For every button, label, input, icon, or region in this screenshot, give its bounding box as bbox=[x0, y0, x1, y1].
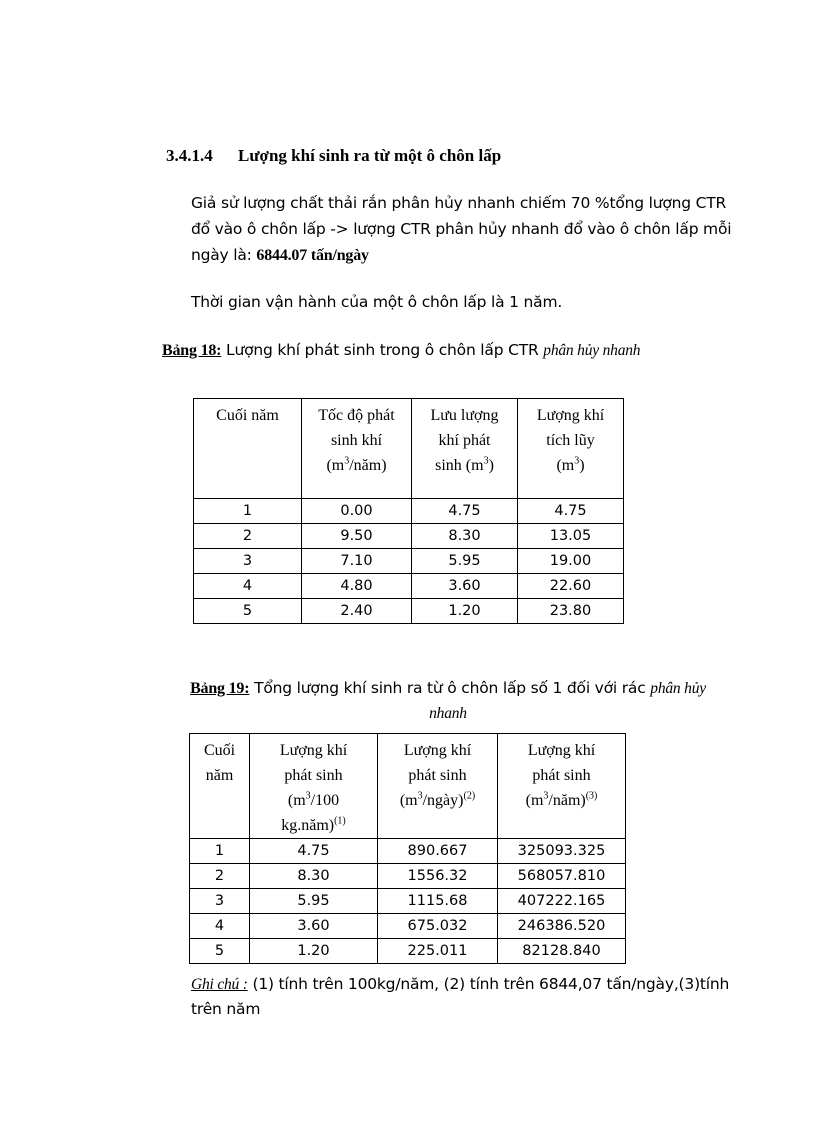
header-note: (3) bbox=[585, 790, 598, 802]
table-cell: 8.30 bbox=[412, 524, 518, 549]
table-cell: 3.60 bbox=[412, 574, 518, 599]
header-line: phát sinh bbox=[408, 767, 467, 784]
header-line: ) bbox=[579, 457, 585, 474]
table19-header-row bbox=[190, 734, 626, 839]
section-title: Lượng khí sinh ra từ một ô chôn lấp bbox=[238, 146, 502, 165]
table18-header bbox=[518, 399, 624, 499]
table-cell: 5.95 bbox=[250, 889, 378, 914]
table-cell: 0.00 bbox=[302, 499, 412, 524]
section-number: 3.4.1.4 bbox=[166, 146, 213, 165]
table-row bbox=[194, 549, 624, 574]
table18-header-row bbox=[194, 399, 624, 499]
table-cell: 4 bbox=[190, 914, 250, 939]
header-line: tích lũy bbox=[546, 432, 595, 449]
table-cell: 2 bbox=[194, 524, 302, 549]
table-cell: 1115.68 bbox=[378, 889, 498, 914]
table19-caption-italic: nhanh bbox=[429, 705, 467, 722]
section-heading bbox=[166, 146, 501, 166]
table-cell: 4.75 bbox=[518, 499, 624, 524]
header-line: /năm) bbox=[548, 792, 586, 809]
header-line: phát sinh bbox=[284, 767, 343, 784]
table-cell: 8.30 bbox=[250, 864, 378, 889]
header-line: năm bbox=[205, 767, 234, 784]
table-cell: 4.80 bbox=[302, 574, 412, 599]
header-line: khí phát bbox=[438, 432, 491, 449]
header-line: Lượng khí bbox=[536, 407, 605, 424]
table-row bbox=[194, 499, 624, 524]
header-sup: 3 bbox=[483, 455, 489, 467]
table18-header bbox=[194, 399, 302, 499]
note-text: (1) tính trên 100kg/năm, (2) tính trên 6844,07 tấn/ngày,(3)tính trên năm bbox=[191, 975, 730, 1018]
table19-caption-text: Tổng lượng khí sinh ra từ ô chôn lấp số 1 đối với rác bbox=[249, 679, 651, 697]
table-cell: 7.10 bbox=[302, 549, 412, 574]
table-cell: 22.60 bbox=[518, 574, 624, 599]
header-line: Lưu lượng bbox=[430, 407, 499, 424]
table19-header bbox=[250, 734, 378, 839]
table-cell: 1 bbox=[194, 499, 302, 524]
table-cell: 4 bbox=[194, 574, 302, 599]
table-cell: 13.05 bbox=[518, 524, 624, 549]
table19-caption-italic: phân hủy bbox=[650, 680, 706, 697]
table-cell: 325093.325 bbox=[498, 839, 626, 864]
table-row bbox=[194, 574, 624, 599]
table-cell: 4.75 bbox=[250, 839, 378, 864]
table18-caption bbox=[162, 341, 640, 360]
table-cell: 3.60 bbox=[250, 914, 378, 939]
table-row bbox=[194, 599, 624, 624]
table-cell: 675.032 bbox=[378, 914, 498, 939]
table18-header bbox=[302, 399, 412, 499]
header-line: phát sinh bbox=[532, 767, 591, 784]
table-row bbox=[190, 864, 626, 889]
table19-header bbox=[498, 734, 626, 839]
header-line: ) bbox=[488, 457, 494, 474]
table-cell: 568057.810 bbox=[498, 864, 626, 889]
paragraph-line: Giả sử lượng chất thải rắn phân hủy nhanh chiếm 70 %tổng lượng CTR bbox=[191, 194, 727, 212]
daily-amount: 6844.07 tấn/ngày bbox=[256, 247, 369, 264]
table-cell: 2 bbox=[190, 864, 250, 889]
table19-header bbox=[190, 734, 250, 839]
header-line: Tốc độ phát bbox=[318, 407, 395, 424]
paragraph-line: đổ vào ô chôn lấp -> lượng CTR phân hủy nhanh đổ vào ô chôn lấp mỗi bbox=[191, 220, 732, 238]
table-cell: 3 bbox=[190, 889, 250, 914]
table-cell: 225.011 bbox=[378, 939, 498, 964]
header-line: /ngày) bbox=[422, 792, 464, 809]
table19 bbox=[189, 733, 626, 964]
table-note bbox=[191, 972, 731, 1022]
table19-caption bbox=[178, 676, 718, 726]
paragraph-line bbox=[191, 242, 731, 269]
table-row bbox=[190, 839, 626, 864]
table-row bbox=[190, 914, 626, 939]
paragraph-operation-time: Thời gian vận hành của một ô chôn lấp là 1 năm. bbox=[191, 293, 563, 311]
header-note: (1) bbox=[334, 815, 346, 827]
table-cell: 246386.520 bbox=[498, 914, 626, 939]
header-line: /năm) bbox=[349, 457, 387, 474]
header-line: sinh khí bbox=[330, 432, 383, 449]
table-cell: 5 bbox=[194, 599, 302, 624]
table-cell: 9.50 bbox=[302, 524, 412, 549]
table-cell: 5 bbox=[190, 939, 250, 964]
header-line: (m bbox=[287, 792, 306, 809]
header-line: /100 bbox=[310, 792, 340, 809]
table18-header bbox=[412, 399, 518, 499]
header-line: sinh (m bbox=[435, 457, 484, 474]
header-line: (m bbox=[326, 457, 345, 474]
header-note: (2) bbox=[463, 790, 476, 802]
header-line: (m bbox=[556, 457, 575, 474]
table-cell: 4.75 bbox=[412, 499, 518, 524]
table-cell: 407222.165 bbox=[498, 889, 626, 914]
table-cell: 2.40 bbox=[302, 599, 412, 624]
table-cell: 1556.32 bbox=[378, 864, 498, 889]
header-sup: 3 bbox=[417, 790, 423, 802]
table-cell: 890.667 bbox=[378, 839, 498, 864]
header-line: kg.năm) bbox=[281, 817, 335, 834]
table-cell: 3 bbox=[194, 549, 302, 574]
header-line: (m bbox=[399, 792, 418, 809]
table-row bbox=[190, 889, 626, 914]
note-label: Ghi chú : bbox=[191, 976, 248, 993]
header-sup: 3 bbox=[543, 790, 549, 802]
table-cell: 23.80 bbox=[518, 599, 624, 624]
header-sup: 3 bbox=[305, 790, 311, 802]
paragraph-assumption bbox=[191, 190, 731, 269]
table-cell: 82128.840 bbox=[498, 939, 626, 964]
line-prefix: ngày là: bbox=[191, 246, 257, 264]
table-cell: 1.20 bbox=[250, 939, 378, 964]
table19-header bbox=[378, 734, 498, 839]
header-line: Lượng khí bbox=[403, 742, 472, 759]
header-line: Cuối năm bbox=[216, 407, 279, 424]
table-cell: 1.20 bbox=[412, 599, 518, 624]
header-sup: 3 bbox=[344, 455, 350, 467]
table18 bbox=[193, 398, 624, 624]
table-cell: 19.00 bbox=[518, 549, 624, 574]
header-line: Lượng khí bbox=[527, 742, 596, 759]
table18-caption-text: Lượng khí phát sinh trong ô chôn lấp CTR bbox=[221, 341, 544, 359]
header-line: Lượng khí bbox=[279, 742, 348, 759]
table18-label: Bảng 18: bbox=[162, 342, 222, 359]
header-sup: 3 bbox=[574, 455, 580, 467]
table19-label: Bảng 19: bbox=[190, 680, 250, 697]
table-row bbox=[190, 939, 626, 964]
table-cell: 5.95 bbox=[412, 549, 518, 574]
header-line: Cuối bbox=[203, 742, 236, 759]
table-cell: 1 bbox=[190, 839, 250, 864]
header-line: (m bbox=[525, 792, 544, 809]
table18-caption-italic: phân hủy nhanh bbox=[543, 342, 641, 359]
table-row bbox=[194, 524, 624, 549]
